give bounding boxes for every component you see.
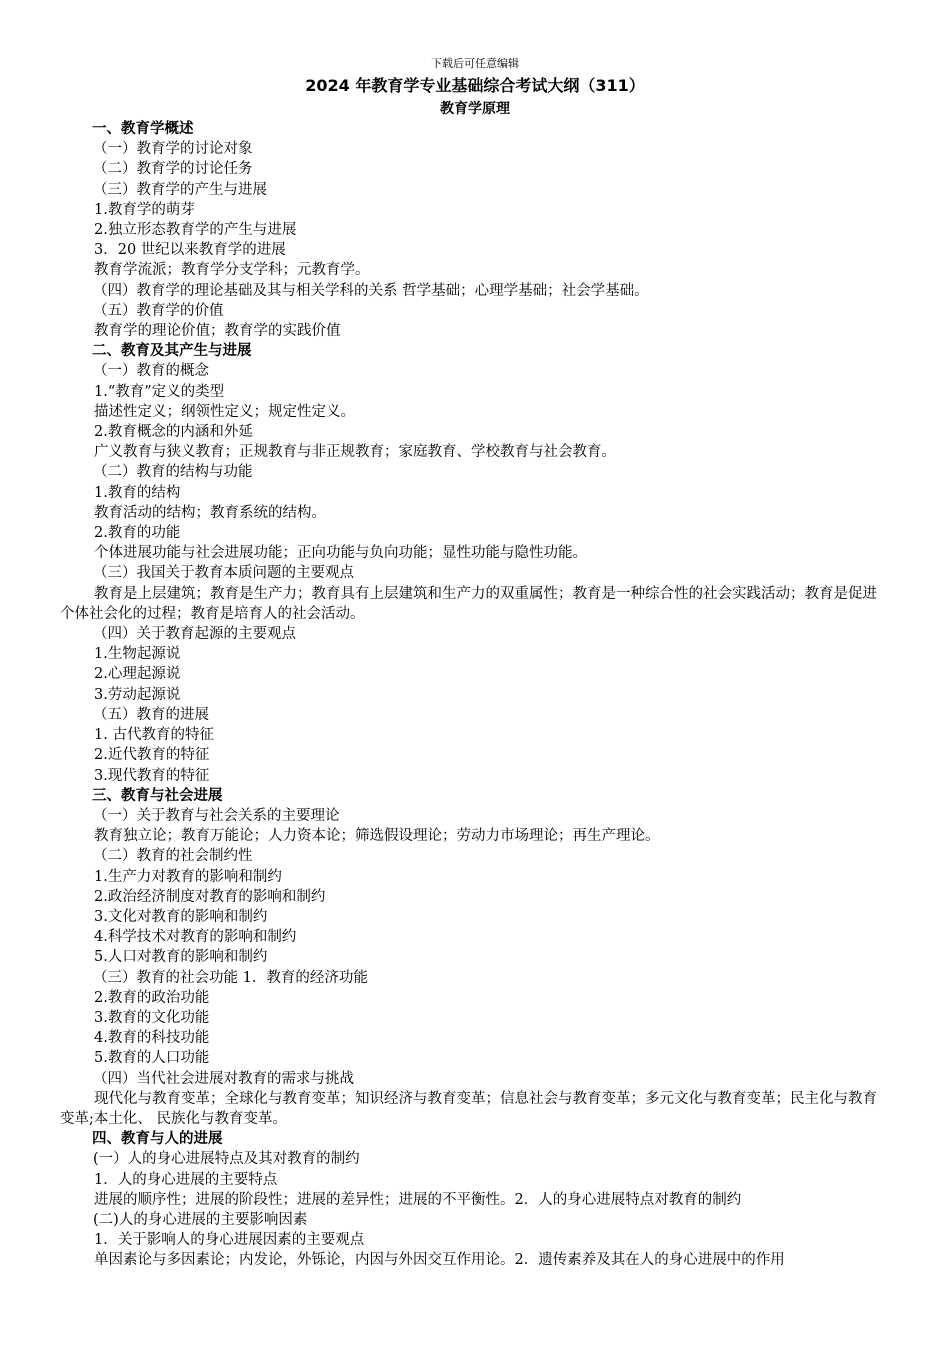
body-line: 2.教育的政治功能: [94, 989, 210, 1006]
body-line: 3.文化对教育的影响和制约: [94, 908, 268, 925]
body-line: 1.生产力对教育的影响和制约: [94, 868, 282, 885]
body-line: 3．20 世纪以来教育学的进展: [94, 242, 286, 259]
body-line: 2.独立形态教育学的产生与进展: [94, 222, 297, 239]
body-line: 1.教育的结构: [94, 484, 181, 501]
body-line: 2.心理起源说: [94, 666, 181, 683]
body-line: 描述性定义；纲领性定义；规定性定义。: [94, 403, 355, 420]
body-line: 2.政治经济制度对教育的影响和制约: [94, 888, 326, 905]
subsection-heading: （五）教育学的价值: [93, 302, 224, 319]
document-body: [60, 119, 890, 1271]
body-line: 教育是上层建筑；教育是生产力；教育具有上层建筑和生产力的双重属性；教育是一种综合性的社会实践活动；教育是促进个体社会化的过程；教育是培育人的社会活动。: [60, 585, 877, 622]
body-line: 4.教育的科技功能: [94, 1030, 210, 1047]
body-line: 个体进展功能与社会进展功能；正向功能与负向功能；显性功能与隐性功能。: [94, 545, 587, 562]
body-line: 3.劳动起源说: [94, 686, 181, 703]
subsection-heading: （一）教育的概念: [93, 363, 209, 380]
document-subtitle: 教育学原理: [440, 101, 510, 117]
subsection-heading: （三）我国关于教育本质问题的主要观点: [93, 565, 354, 582]
body-line: 5.教育的人口功能: [94, 1050, 210, 1067]
body-line: 教育活动的结构；教育系统的结构。: [94, 504, 326, 521]
body-line: 教育独立论；教育万能论；人力资本论；筛选假设理论；劳动力市场理论；再生产理论。: [94, 828, 660, 845]
body-line: 1．关于影响人的身心进展因素的主要观点: [94, 1232, 365, 1249]
subsection-heading: （四）当代社会进展对教育的需求与挑战: [93, 1070, 354, 1087]
subsection-heading: （五）教育的进展: [93, 706, 209, 723]
subsection-heading: （二）教育的社会制约性: [93, 848, 253, 865]
body-line: 现代化与教育变革；全球化与教育变革；知识经济与教育变革；信息社会与教育变革；多元文化与教育变革；民主化与教育变革;本土化、 民族化与教育变革。: [60, 1090, 877, 1127]
body-line: 1. 古代教育的特征: [94, 727, 214, 744]
body-line: 2.教育的功能: [94, 525, 181, 542]
subsection-heading: （三）教育的社会功能 1．教育的经济功能: [93, 969, 368, 986]
body-line: 单因素论与多因素论；内发论，外铄论，内因与外因交互作用论。2．遗传素养及其在人的身心进展中的作用: [94, 1252, 785, 1269]
subsection-heading: （三）教育学的产生与进展: [93, 181, 267, 198]
document-title: 2024 年教育学专业基础综合考试大纲（311）: [305, 76, 645, 95]
subsection-heading: （一）教育学的讨论对象: [93, 141, 253, 158]
document-page: [60, 0, 890, 1271]
body-line: 1.生物起源说: [94, 646, 181, 663]
body-line: 教育学流派；教育学分支学科；元教育学。: [94, 262, 370, 279]
section-heading: 一、教育学概述: [92, 121, 194, 137]
subsection-heading: （一）关于教育与社会关系的主要理论: [93, 807, 340, 824]
body-line: 2.教育概念的内涵和外延: [94, 424, 253, 441]
body-line: 5.人口对教育的影响和制约: [94, 949, 268, 966]
subsection-heading: （四）关于教育起源的主要观点: [93, 626, 296, 643]
subsection-heading: （二）教育的结构与功能: [93, 464, 253, 481]
body-line: 3.现代教育的特征: [94, 767, 210, 784]
body-line: 2.近代教育的特征: [94, 747, 210, 764]
subsection-heading: （四）教育学的理论基础及其与相关学科的关系 哲学基础；心理学基础；社会学基础。: [93, 282, 649, 299]
subsection-heading: (二)人的身心进展的主要影响因素: [93, 1211, 308, 1228]
section-heading: 三、教育与社会进展: [92, 787, 223, 804]
body-line: 1．人的身心进展的主要特点: [94, 1171, 278, 1188]
body-line: 1.“教育”定义的类型: [94, 383, 225, 400]
body-line: 进展的顺序性；进展的阶段性；进展的差异性；进展的不平衡性。2．人的身心进展特点对教育的制约: [94, 1191, 742, 1208]
body-line: 4.科学技术对教育的影响和制约: [94, 929, 297, 946]
body-line: 3.教育的文化功能: [94, 1009, 210, 1026]
watermark: 下载后可任意编辑: [431, 57, 519, 70]
body-line: 1.教育学的萌芽: [94, 201, 195, 218]
body-line: 教育学的理论价值；教育学的实践价值: [94, 323, 341, 340]
section-heading: 四、教育与人的进展: [92, 1131, 223, 1148]
section-heading: 二、教育及其产生与进展: [92, 343, 252, 360]
subsection-heading: （二）教育学的讨论任务: [93, 161, 253, 178]
body-line: 广义教育与狭义教育；正规教育与非正规教育；家庭教育、学校教育与社会教育。: [94, 444, 616, 461]
subsection-heading: (一）人的身心进展特点及其对教育的制约: [93, 1151, 360, 1168]
